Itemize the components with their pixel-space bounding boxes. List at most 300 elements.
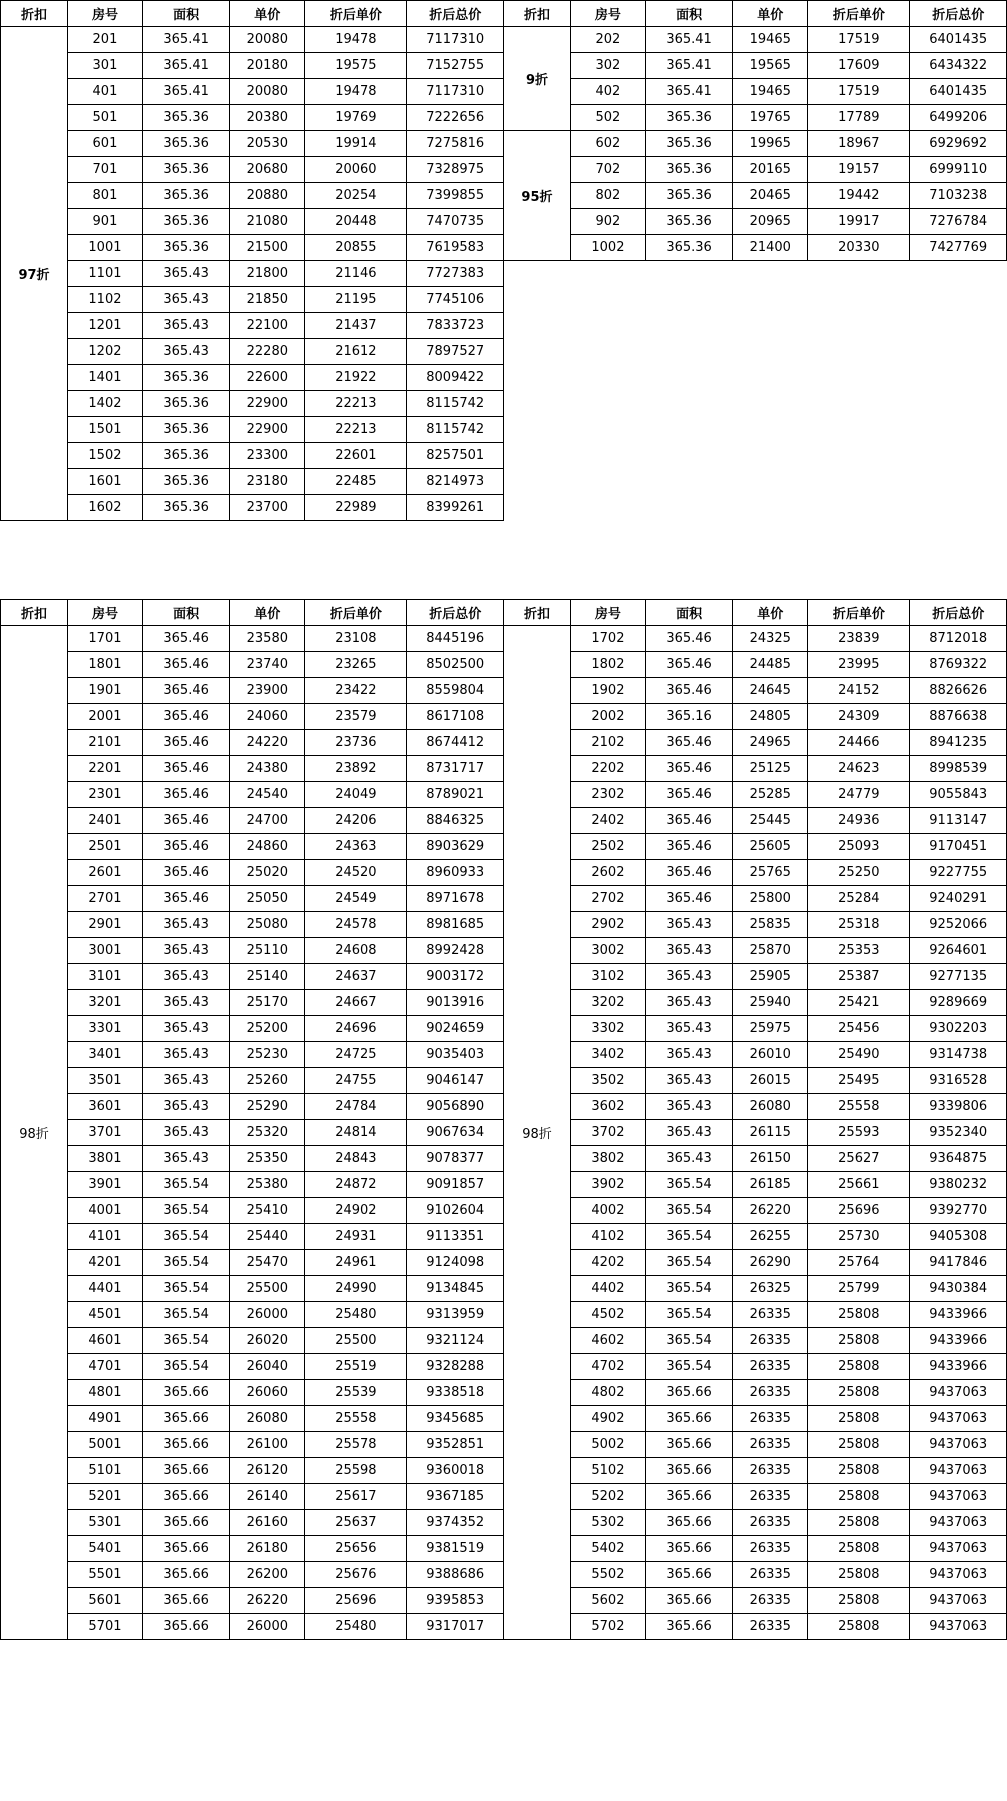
discounted-unit-price: 22213 — [305, 417, 407, 443]
discounted-total-price: 8009422 — [407, 365, 504, 391]
discounted-unit-price: 23839 — [808, 626, 910, 652]
unit-price: 25050 — [230, 886, 305, 912]
area: 365.43 — [142, 938, 229, 964]
discounted-unit-price: 20254 — [305, 183, 407, 209]
area: 365.43 — [142, 1016, 229, 1042]
area: 365.36 — [645, 235, 732, 261]
table-row — [1, 131, 1007, 157]
discounted-total-price: 7427769 — [910, 235, 1007, 261]
area: 365.46 — [645, 808, 732, 834]
unit-price: 26010 — [733, 1042, 808, 1068]
room-number: 602 — [570, 131, 645, 157]
area: 365.46 — [645, 652, 732, 678]
discounted-unit-price: 19917 — [808, 209, 910, 235]
area: 365.46 — [142, 678, 229, 704]
room-number: 4201 — [67, 1250, 142, 1276]
unit-price: 23740 — [230, 652, 305, 678]
area: 365.54 — [645, 1250, 732, 1276]
discounted-total-price: 7745106 — [407, 287, 504, 313]
room-number: 4902 — [570, 1406, 645, 1432]
unit-price: 25140 — [230, 964, 305, 990]
area: 365.36 — [645, 131, 732, 157]
area: 365.54 — [645, 1328, 732, 1354]
discounted-unit-price: 23265 — [305, 652, 407, 678]
area: 365.46 — [142, 834, 229, 860]
unit-price: 19965 — [733, 131, 808, 157]
room-number: 601 — [67, 131, 142, 157]
discounted-total-price: 7619583 — [407, 235, 504, 261]
discounted-total-price: 9102604 — [407, 1198, 504, 1224]
area: 365.43 — [142, 1068, 229, 1094]
room-number: 2501 — [67, 834, 142, 860]
room-number: 3402 — [570, 1042, 645, 1068]
area: 365.43 — [645, 1094, 732, 1120]
area: 365.41 — [142, 53, 229, 79]
discounted-total-price: 6929692 — [910, 131, 1007, 157]
area: 365.36 — [142, 469, 229, 495]
room-number: 301 — [67, 53, 142, 79]
unit-price: 26220 — [733, 1198, 808, 1224]
room-number: 3802 — [570, 1146, 645, 1172]
area-header: 面积 — [645, 600, 732, 626]
discounted-total-price: 9328288 — [407, 1354, 504, 1380]
discounted-unit-price: 25480 — [305, 1302, 407, 1328]
discounted-unit-price: 25676 — [305, 1562, 407, 1588]
unit-price: 26335 — [733, 1484, 808, 1510]
area: 365.36 — [142, 495, 229, 521]
area: 365.41 — [645, 27, 732, 53]
room-number: 2101 — [67, 730, 142, 756]
discounted-unit-price: 21146 — [305, 261, 407, 287]
discounted-unit-price-header: 折后单价 — [808, 600, 910, 626]
area: 365.66 — [645, 1588, 732, 1614]
room-number: 2401 — [67, 808, 142, 834]
discounted-total-price: 8876638 — [910, 704, 1007, 730]
room-number: 3702 — [570, 1120, 645, 1146]
discounted-unit-price: 25627 — [808, 1146, 910, 1172]
discounted-total-price: 9437063 — [910, 1406, 1007, 1432]
area: 365.54 — [142, 1302, 229, 1328]
area: 365.36 — [645, 209, 732, 235]
discounted-unit-price: 25696 — [808, 1198, 910, 1224]
discounted-unit-price: 25808 — [808, 1588, 910, 1614]
discounted-unit-price: 25637 — [305, 1510, 407, 1536]
discounted-unit-price: 24961 — [305, 1250, 407, 1276]
discounted-total-price: 9374352 — [407, 1510, 504, 1536]
discounted-total-price: 7103238 — [910, 183, 1007, 209]
room-number: 1201 — [67, 313, 142, 339]
unit-price: 20880 — [230, 183, 305, 209]
discounted-unit-price: 22601 — [305, 443, 407, 469]
discounted-total-price: 9395853 — [407, 1588, 504, 1614]
room-number: 902 — [570, 209, 645, 235]
discounted-unit-price: 24637 — [305, 964, 407, 990]
unit-price: 25380 — [230, 1172, 305, 1198]
discounted-total-price: 9046147 — [407, 1068, 504, 1094]
unit-price: 26060 — [230, 1380, 305, 1406]
unit-price: 20465 — [733, 183, 808, 209]
area: 365.66 — [142, 1510, 229, 1536]
unit-price: 20680 — [230, 157, 305, 183]
discounted-total-price: 8214973 — [407, 469, 504, 495]
unit-price: 19565 — [733, 53, 808, 79]
discounted-unit-price: 24549 — [305, 886, 407, 912]
area: 365.66 — [142, 1614, 229, 1640]
room-number: 3001 — [67, 938, 142, 964]
discounted-unit-price: 18967 — [808, 131, 910, 157]
room-number: 3601 — [67, 1094, 142, 1120]
discounted-unit-price: 22485 — [305, 469, 407, 495]
discounted-unit-price: 21612 — [305, 339, 407, 365]
discounted-unit-price: 25480 — [305, 1614, 407, 1640]
room-number: 4601 — [67, 1328, 142, 1354]
unit-price: 24965 — [733, 730, 808, 756]
discount-cell: 98折 — [1, 626, 68, 1640]
area: 365.66 — [142, 1588, 229, 1614]
room-number: 5501 — [67, 1562, 142, 1588]
discounted-total-price: 8941235 — [910, 730, 1007, 756]
unit-price: 26115 — [733, 1120, 808, 1146]
unit-price: 25765 — [733, 860, 808, 886]
discounted-unit-price: 24872 — [305, 1172, 407, 1198]
room-number: 1702 — [570, 626, 645, 652]
unit-price: 19465 — [733, 79, 808, 105]
area: 365.43 — [142, 287, 229, 313]
discounted-total-price: 9338518 — [407, 1380, 504, 1406]
discounted-unit-price: 25808 — [808, 1614, 910, 1640]
top-price-table — [0, 0, 1007, 521]
room-number: 1801 — [67, 652, 142, 678]
discounted-total-price: 8115742 — [407, 417, 504, 443]
discounted-unit-price: 19769 — [305, 105, 407, 131]
room-number: 2202 — [570, 756, 645, 782]
discounted-unit-price: 25456 — [808, 1016, 910, 1042]
area: 365.36 — [142, 365, 229, 391]
room-number: 4101 — [67, 1224, 142, 1250]
discounted-total-price: 9078377 — [407, 1146, 504, 1172]
area: 365.66 — [645, 1614, 732, 1640]
discounted-total-price: 6401435 — [910, 27, 1007, 53]
discounted-unit-price: 24990 — [305, 1276, 407, 1302]
discounted-unit-price: 24696 — [305, 1016, 407, 1042]
discounted-total-price: 6434322 — [910, 53, 1007, 79]
discounted-unit-price: 25617 — [305, 1484, 407, 1510]
area: 365.43 — [142, 313, 229, 339]
area: 365.66 — [645, 1458, 732, 1484]
room-number: 2102 — [570, 730, 645, 756]
room-number: 1902 — [570, 678, 645, 704]
discounted-unit-price: 25808 — [808, 1510, 910, 1536]
discounted-total-price: 9364875 — [910, 1146, 1007, 1172]
unit-price: 24060 — [230, 704, 305, 730]
discounted-total-price: 9392770 — [910, 1198, 1007, 1224]
discounted-total-price: 9316528 — [910, 1068, 1007, 1094]
area: 365.66 — [645, 1432, 732, 1458]
room-number: 201 — [67, 27, 142, 53]
discounted-unit-price: 17519 — [808, 79, 910, 105]
discounted-total-price: 9055843 — [910, 782, 1007, 808]
discounted-total-price: 8445196 — [407, 626, 504, 652]
discounted-unit-price: 20330 — [808, 235, 910, 261]
room-number: 2901 — [67, 912, 142, 938]
discounted-unit-price: 20448 — [305, 209, 407, 235]
area: 365.66 — [645, 1510, 732, 1536]
area: 365.36 — [142, 417, 229, 443]
room-number: 2002 — [570, 704, 645, 730]
area: 365.36 — [645, 157, 732, 183]
room-number: 502 — [570, 105, 645, 131]
unit-price: 24485 — [733, 652, 808, 678]
unit-price: 25410 — [230, 1198, 305, 1224]
discounted-total-price: 6999110 — [910, 157, 1007, 183]
unit-price: 25350 — [230, 1146, 305, 1172]
discount-header: 折扣 — [503, 600, 570, 626]
discounted-total-price: 8257501 — [407, 443, 504, 469]
discounted-unit-price: 25808 — [808, 1302, 910, 1328]
room-number: 401 — [67, 79, 142, 105]
area: 365.46 — [645, 782, 732, 808]
room-header: 房号 — [67, 1, 142, 27]
discounted-total-price: 9381519 — [407, 1536, 504, 1562]
unit-price: 20965 — [733, 209, 808, 235]
unit-price: 23700 — [230, 495, 305, 521]
room-number: 901 — [67, 209, 142, 235]
unit-price: 26335 — [733, 1302, 808, 1328]
unit-price: 24220 — [230, 730, 305, 756]
unit-price: 26100 — [230, 1432, 305, 1458]
discounted-unit-price: 23108 — [305, 626, 407, 652]
discounted-total-price: 8846325 — [407, 808, 504, 834]
area: 365.54 — [142, 1172, 229, 1198]
discounted-unit-price: 20855 — [305, 235, 407, 261]
area: 365.66 — [645, 1484, 732, 1510]
discount-cell: 98折 — [503, 626, 570, 1640]
discounted-unit-price-header: 折后单价 — [305, 600, 407, 626]
area: 365.43 — [142, 339, 229, 365]
unit-price: 26290 — [733, 1250, 808, 1276]
discounted-total-price: 9321124 — [407, 1328, 504, 1354]
unit-price: 23900 — [230, 678, 305, 704]
room-number: 2902 — [570, 912, 645, 938]
discounted-total-price: 8399261 — [407, 495, 504, 521]
unit-price: 24380 — [230, 756, 305, 782]
area: 365.41 — [645, 79, 732, 105]
discounted-total-price-header: 折后总价 — [407, 600, 504, 626]
unit-price: 26080 — [230, 1406, 305, 1432]
area: 365.46 — [645, 834, 732, 860]
unit-price: 20080 — [230, 27, 305, 53]
discounted-total-price: 9170451 — [910, 834, 1007, 860]
discount-cell: 95折 — [503, 131, 570, 261]
discounted-unit-price: 25808 — [808, 1328, 910, 1354]
room-number: 4102 — [570, 1224, 645, 1250]
discounted-total-price: 8992428 — [407, 938, 504, 964]
discounted-unit-price: 24152 — [808, 678, 910, 704]
unit-price: 25500 — [230, 1276, 305, 1302]
discounted-unit-price: 24363 — [305, 834, 407, 860]
discounted-unit-price: 22989 — [305, 495, 407, 521]
discounted-unit-price: 25808 — [808, 1458, 910, 1484]
area: 365.43 — [645, 912, 732, 938]
area: 365.66 — [142, 1536, 229, 1562]
unit-price: 25800 — [733, 886, 808, 912]
discounted-unit-price: 25593 — [808, 1120, 910, 1146]
discounted-unit-price: 25808 — [808, 1406, 910, 1432]
header-row — [1, 1, 1007, 27]
discounted-total-price: 9352340 — [910, 1120, 1007, 1146]
unit-price: 26020 — [230, 1328, 305, 1354]
discounted-total-price: 9433966 — [910, 1328, 1007, 1354]
area: 365.43 — [645, 1068, 732, 1094]
area: 365.43 — [645, 938, 732, 964]
unit-price: 26180 — [230, 1536, 305, 1562]
unit-price: 24540 — [230, 782, 305, 808]
room-number: 2302 — [570, 782, 645, 808]
discounted-total-price: 9317017 — [407, 1614, 504, 1640]
room-number: 1701 — [67, 626, 142, 652]
discounted-unit-price: 24623 — [808, 756, 910, 782]
area: 365.41 — [142, 79, 229, 105]
area: 365.36 — [645, 105, 732, 131]
discounted-total-price: 8674412 — [407, 730, 504, 756]
room-number: 2001 — [67, 704, 142, 730]
unit-price: 25835 — [733, 912, 808, 938]
discount-header: 折扣 — [503, 1, 570, 27]
room-number: 5602 — [570, 1588, 645, 1614]
room-number: 2702 — [570, 886, 645, 912]
area: 365.46 — [645, 756, 732, 782]
area: 365.46 — [142, 808, 229, 834]
discounted-total-price: 9024659 — [407, 1016, 504, 1042]
area-header: 面积 — [142, 600, 229, 626]
discounted-unit-price: 19575 — [305, 53, 407, 79]
unit-price: 25975 — [733, 1016, 808, 1042]
room-number: 3201 — [67, 990, 142, 1016]
discounted-total-price: 9013916 — [407, 990, 504, 1016]
unit-price: 26335 — [733, 1406, 808, 1432]
area: 365.46 — [645, 626, 732, 652]
discounted-total-price: 9380232 — [910, 1172, 1007, 1198]
discounted-unit-price: 25578 — [305, 1432, 407, 1458]
unit-price: 25870 — [733, 938, 808, 964]
area: 365.66 — [142, 1562, 229, 1588]
room-number: 3901 — [67, 1172, 142, 1198]
discounted-total-price: 9264601 — [910, 938, 1007, 964]
unit-price-header: 单价 — [230, 600, 305, 626]
unit-price: 25940 — [733, 990, 808, 1016]
discounted-total-price: 9430384 — [910, 1276, 1007, 1302]
discounted-total-price: 8712018 — [910, 626, 1007, 652]
unit-price: 24860 — [230, 834, 305, 860]
discounted-unit-price: 25093 — [808, 834, 910, 860]
unit-price-header: 单价 — [230, 1, 305, 27]
room-number: 4702 — [570, 1354, 645, 1380]
discounted-total-price: 9360018 — [407, 1458, 504, 1484]
discounted-total-price: 7152755 — [407, 53, 504, 79]
unit-price: 26220 — [230, 1588, 305, 1614]
discounted-unit-price: 24936 — [808, 808, 910, 834]
unit-price: 21800 — [230, 261, 305, 287]
area: 365.46 — [142, 730, 229, 756]
discounted-unit-price: 24755 — [305, 1068, 407, 1094]
area: 365.66 — [645, 1562, 732, 1588]
discounted-unit-price: 25598 — [305, 1458, 407, 1484]
discounted-unit-price: 25387 — [808, 964, 910, 990]
discounted-unit-price: 25318 — [808, 912, 910, 938]
unit-price: 24325 — [733, 626, 808, 652]
unit-price: 26335 — [733, 1354, 808, 1380]
unit-price: 25230 — [230, 1042, 305, 1068]
area: 365.46 — [142, 652, 229, 678]
unit-price: 26335 — [733, 1562, 808, 1588]
area: 365.43 — [142, 912, 229, 938]
discounted-unit-price: 24520 — [305, 860, 407, 886]
discounted-total-price: 8502500 — [407, 652, 504, 678]
room-number: 5001 — [67, 1432, 142, 1458]
unit-price-header: 单价 — [733, 1, 808, 27]
unit-price: 25905 — [733, 964, 808, 990]
area: 365.46 — [645, 886, 732, 912]
unit-price: 26200 — [230, 1562, 305, 1588]
discounted-total-price: 9388686 — [407, 1562, 504, 1588]
discounted-total-price: 9437063 — [910, 1510, 1007, 1536]
discounted-unit-price: 17789 — [808, 105, 910, 131]
unit-price: 21850 — [230, 287, 305, 313]
area: 365.43 — [645, 1146, 732, 1172]
area: 365.46 — [142, 756, 229, 782]
unit-price: 26015 — [733, 1068, 808, 1094]
discounted-unit-price: 25353 — [808, 938, 910, 964]
room-number: 3302 — [570, 1016, 645, 1042]
discounted-total-price: 9437063 — [910, 1458, 1007, 1484]
unit-price: 20180 — [230, 53, 305, 79]
discounted-total-price: 9252066 — [910, 912, 1007, 938]
discounted-total-price: 7897527 — [407, 339, 504, 365]
area: 365.36 — [142, 131, 229, 157]
discounted-unit-price: 25799 — [808, 1276, 910, 1302]
discounted-total-price: 9227755 — [910, 860, 1007, 886]
area: 365.43 — [142, 1120, 229, 1146]
discounted-unit-price: 24049 — [305, 782, 407, 808]
discounted-total-price: 9352851 — [407, 1432, 504, 1458]
discounted-total-price: 9003172 — [407, 964, 504, 990]
room-number: 4001 — [67, 1198, 142, 1224]
discounted-total-price: 7328975 — [407, 157, 504, 183]
discounted-unit-price: 17519 — [808, 27, 910, 53]
room-number: 5701 — [67, 1614, 142, 1640]
unit-price: 23180 — [230, 469, 305, 495]
area: 365.43 — [645, 1016, 732, 1042]
area: 365.36 — [142, 235, 229, 261]
room-number: 5401 — [67, 1536, 142, 1562]
area: 365.66 — [645, 1536, 732, 1562]
discounted-unit-price: 25490 — [808, 1042, 910, 1068]
unit-price: 24700 — [230, 808, 305, 834]
discounted-total-price: 9367185 — [407, 1484, 504, 1510]
discounted-total-price: 9134845 — [407, 1276, 504, 1302]
discounted-unit-price: 25558 — [305, 1406, 407, 1432]
discounted-total-price: 8903629 — [407, 834, 504, 860]
unit-price: 20165 — [733, 157, 808, 183]
discounted-total-price: 7727383 — [407, 261, 504, 287]
unit-price-header: 单价 — [733, 600, 808, 626]
discounted-unit-price: 25539 — [305, 1380, 407, 1406]
room-number: 3401 — [67, 1042, 142, 1068]
room-number: 4901 — [67, 1406, 142, 1432]
room-number: 3002 — [570, 938, 645, 964]
discounted-unit-price: 24902 — [305, 1198, 407, 1224]
discounted-unit-price: 19914 — [305, 131, 407, 157]
